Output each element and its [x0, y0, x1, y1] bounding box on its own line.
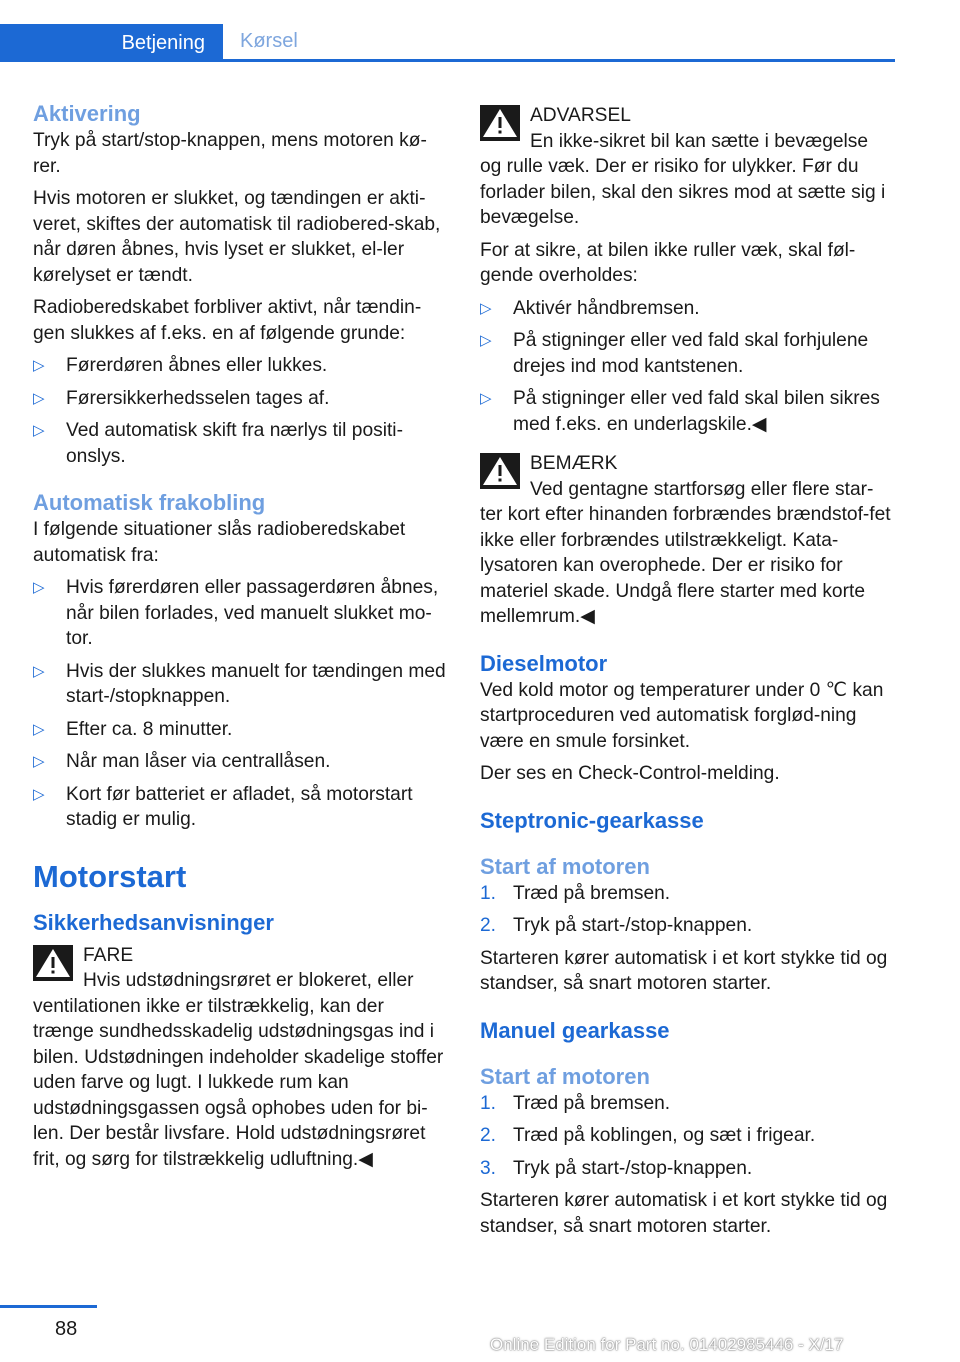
paragraph: Starteren kører automatisk i et kort stykke tid og standser, så snart motoren starter.: [480, 947, 888, 994]
triangle-right-icon: ▷: [33, 720, 45, 738]
list-item: ▷ Aktivér håndbremsen.: [480, 296, 895, 322]
triangle-right-icon: ▷: [480, 299, 492, 317]
list-item: ▷ Ved automatisk skift fra nærlys til positi-onslys.: [33, 420, 403, 467]
warning-triangle-icon: [33, 945, 73, 981]
paragraph: I følgende situationer slås radioberedskabet automatisk fra:: [33, 519, 406, 566]
paragraph: Starteren kører automatisk i et kort stykke tid og standser, så snart motoren starter.: [480, 1190, 888, 1237]
list-item: ▷ Hvis der slukkes manuelt for tændingen med start-/stopknappen.: [33, 660, 446, 707]
right-column: [480, 103, 895, 1239]
notice-label: BEMÆRK: [530, 453, 618, 474]
paragraph: For at sikre, at bilen ikke ruller væk, skal føl-gende overholdes:: [480, 239, 856, 286]
warning-text-first: En ikke-sikret bil kan sætte i bevægelse: [530, 130, 869, 152]
warning-block: [480, 103, 895, 231]
triangle-right-icon: ▷: [33, 422, 45, 439]
list-item: 3. Tryk på start-/stop-knappen.: [480, 1157, 753, 1179]
paragraph: Tryk på start/stop-knappen, mens motoren kø-rer.: [33, 130, 427, 177]
heading-start-af-motoren: Start af motoren: [480, 1063, 650, 1089]
triangle-right-icon: ▷: [33, 753, 45, 770]
warning-triangle-icon: [480, 105, 520, 141]
heading-steptronic: Steptronic-gearkasse: [480, 807, 704, 833]
heading-start-af-motoren: Start af motoren: [480, 853, 650, 879]
list-item: 2. Træd på koblingen, og sæt i frigear.: [480, 1125, 816, 1146]
list-item: ▷ Førersikkerhedsselen tages af.: [33, 386, 448, 412]
paragraph: Der ses en Check-Control-melding.: [480, 763, 780, 784]
triangle-right-icon: ▷: [33, 579, 45, 596]
warning-text: og rulle væk. Der er risiko for ulykker. Før du forlader bilen, skal den sikres mod at sætte sig i bevægelse.: [480, 156, 886, 228]
triangle-right-icon: ▷: [33, 389, 45, 407]
tab-betjening[interactable]: Betjening: [0, 24, 223, 62]
list-item: ▷ Hvis førerdøren eller passagerdøren åbnes, når bilen forlades, ved manuelt slukket mo-tor.: [33, 577, 439, 649]
list-item: ▷ Førerdøren åbnes eller lukkes.: [33, 353, 448, 379]
triangle-right-icon: ▷: [480, 390, 492, 407]
heading-dieselmotor: Dieselmotor: [480, 650, 608, 676]
list-item: ▷ På stigninger eller ved fald skal forhjulene drejes ind mod kantstenen.: [480, 330, 869, 377]
header-tabs: [0, 24, 895, 62]
list-item: 2. Tryk på start-/stop-knappen.: [480, 915, 753, 936]
triangle-right-icon: ▷: [33, 357, 45, 374]
page-number: 88: [55, 1318, 78, 1340]
paragraph: Ved kold motor og temperaturer under 0 ℃ kan startproceduren ved automatisk forglød-ning være en smule forsinket.: [480, 679, 884, 752]
heading-automatisk-frakobling: Automatisk frakobling: [33, 490, 266, 515]
tab-korsel[interactable]: Kørsel: [240, 30, 298, 52]
heading-manuel-gearkasse: Manuel gearkasse: [480, 1017, 670, 1043]
notice-text: ter kort efter hinanden forbrændes brændstof-fet ikke eller forbrændes utilstrækkeligt. Kata-lysatoren kan overophede. Der er risiko for materiel skade. Undgå flere starter med korte mellemrum.◀: [480, 504, 891, 627]
triangle-right-icon: ▷: [33, 662, 45, 680]
heading-aktivering: Aktivering: [33, 101, 141, 126]
list-item: 1. Træd på bremsen.: [480, 882, 671, 904]
triangle-right-icon: ▷: [33, 785, 45, 803]
notice-text-first: Ved gentagne startforsøg eller flere star-: [530, 478, 874, 500]
heading-sikkerhedsanvisninger: Sikkerhedsanvisninger: [33, 909, 274, 935]
list-item: ▷ På stigninger eller ved fald skal bilen sikres med f.eks. en underlagskile.◀: [480, 388, 880, 435]
header-divider: [0, 59, 895, 62]
footer-divider: [0, 1305, 97, 1308]
list-item: ▷ Efter ca. 8 minutter.: [33, 717, 448, 743]
list-item: 1. Træd på bremsen.: [480, 1092, 671, 1114]
left-column: [33, 100, 448, 1172]
warning-text-first: Hvis udstødningsrøret er blokeret, eller: [83, 970, 414, 991]
triangle-right-icon: ▷: [480, 332, 492, 349]
edition-note: Online Edition for Part no. 01402985446 - X/17: [490, 1335, 844, 1354]
list-item: ▷ Kort før batteriet er afladet, så motorstart stadig er mulig.: [33, 783, 413, 830]
heading-motorstart: Motorstart: [33, 858, 187, 894]
warning-label: FARE: [83, 944, 134, 966]
list-item: ▷ Når man låser via centrallåsen.: [33, 749, 448, 775]
warning-block: [33, 943, 448, 1173]
warning-triangle-icon: [480, 453, 520, 489]
warning-label: ADVARSEL: [530, 105, 631, 126]
warning-text: ventilationen ikke er tilstrækkelig, kan der trænge sundhedsskadelig udstødningsgas ind i bilen. Udstødningen indeholder skadelige stoffer uden farve og lugt. I lukkede rum kan udstødningsgassen også ophobes uden for bi-len. Der består livsfare. Hold udstødningsrøret frit, og sørg for tilstrækkelig udluftning.◀: [33, 995, 444, 1170]
paragraph: Radioberedskabet forbliver aktivt, når tændin-gen slukkes af f.eks. en af følgende grunde:: [33, 297, 422, 344]
notice-block: [480, 451, 895, 630]
paragraph: Hvis motoren er slukket, og tændingen er akti-veret, skiftes der automatisk til radiobered-skab, når døren åbnes, hvis lyset er slukket, el-ler kørelyset er tændt.: [33, 188, 441, 286]
